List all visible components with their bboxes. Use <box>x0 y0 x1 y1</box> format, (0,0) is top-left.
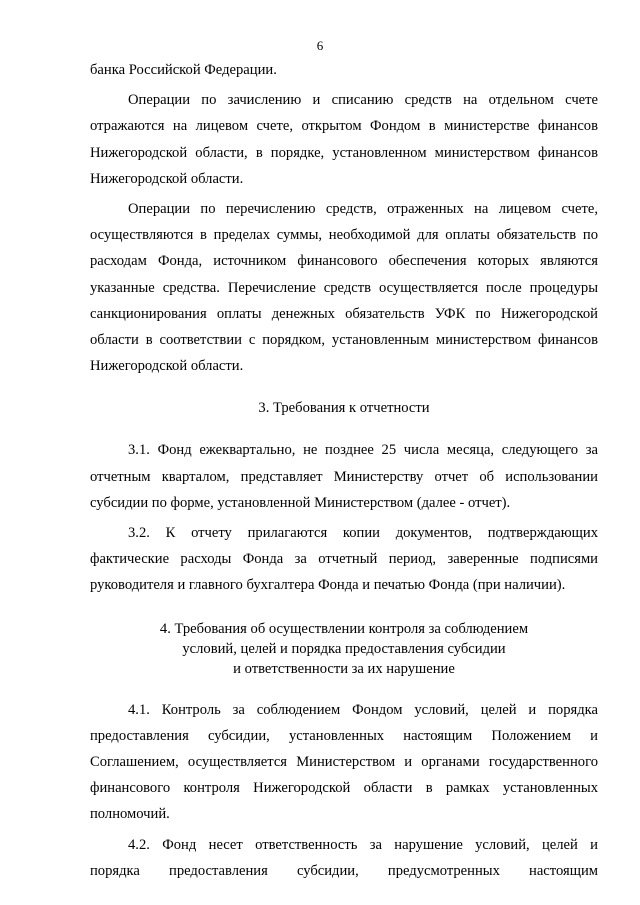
section-4-heading <box>90 619 598 679</box>
document-body <box>90 57 598 884</box>
heading-line: 4. Требования об осуществлении контроля за соблюдением <box>159 620 529 637</box>
paragraph-4-2-line: порядка предоставления субсидии, предусмотренных настоящим <box>90 862 598 879</box>
paragraph: Операции по зачислению и списанию средств на отдельном счете отражаются на лицевом счете, открытом Фондом в министерстве финансов Нижегородской области, в порядке, установленном министерством финансов Нижегородской области. <box>90 92 598 187</box>
section-3-heading: 3. Требования к отчетности <box>258 400 430 417</box>
heading-line: условий, целей и порядка предоставления субсидии <box>182 640 506 657</box>
page-number: 6 <box>316 38 324 53</box>
paragraph: банка Российской Федерации. <box>90 62 277 78</box>
paragraph-3-1: 3.1. Фонд ежеквартально, не позднее 25 числа месяца, следующего за отчетным кварталом, представляет Министерству отчет об использовании субсидии по форме, установленной Министерством (далее - отчет). <box>90 442 598 511</box>
paragraph-4-2-line: 4.2. Фонд несет ответственность за нарушение условий, целей и <box>128 836 598 853</box>
paragraph-3-2: 3.2. К отчету прилагаются копии документов, подтверждающих фактические расходы Фонда за отчетный период, заверенные подписями руководителя и главного бухгалтера Фонда и печатью Фонда (при наличии). <box>90 525 598 594</box>
heading-line: и ответственности за их нарушение <box>233 660 455 677</box>
paragraph: Операции по перечислению средств, отраженных на лицевом счете, осуществляются в пределах суммы, необходимой для оплаты обязательств по расходам Фонда, источником финансового обеспечения которых являются указанные средства. Перечисление средств осуществляется после процедуры санкционирования оплаты денежных обязательств УФК по Нижегородской области в соответствии с порядком, установленным министерством финансов Нижегородской области. <box>90 201 598 375</box>
paragraph-4-1: 4.1. Контроль за соблюдением Фондом условий, целей и порядка предоставления субсидии, установленных настоящим Положением и Соглашением, осуществляется Министерством и органами государственного финансового контроля Нижегородской области в рамках установленных полномочий. <box>90 701 598 823</box>
